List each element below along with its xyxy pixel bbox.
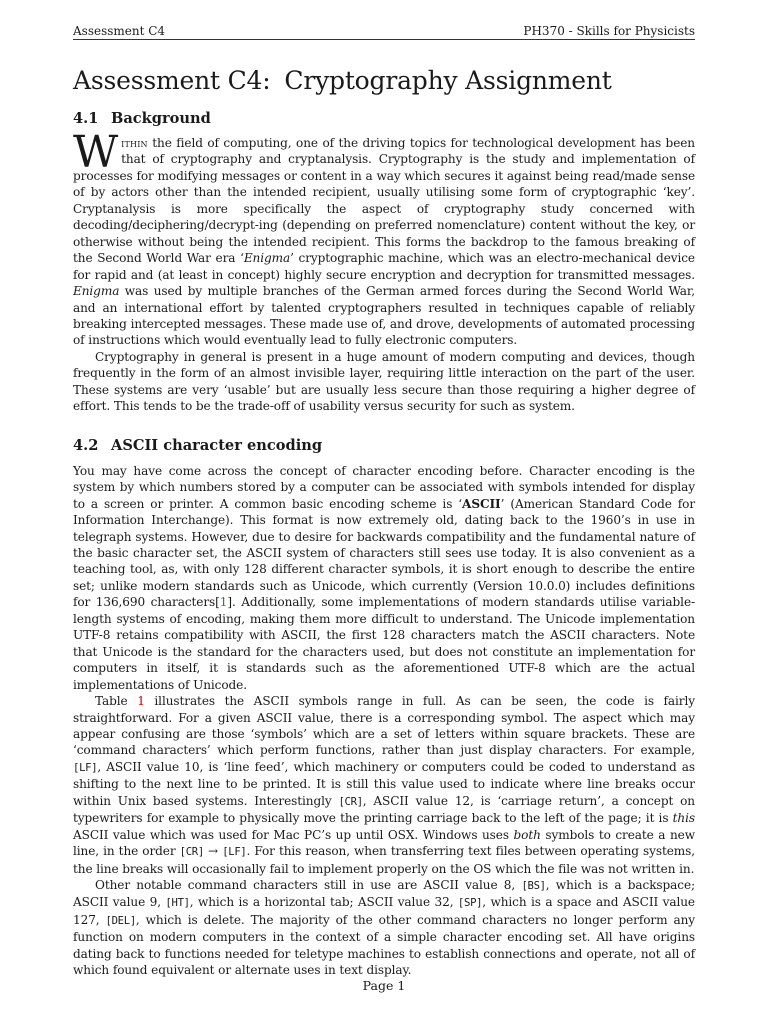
section-heading-ascii	[73, 436, 695, 456]
section-number: 4.1	[73, 110, 99, 127]
section-title: ASCII character encoding	[111, 436, 323, 454]
text-run: ’ cryptographic machine, which was an electro-mechanical device for rapid and (at least in concept) highly secure encryption and decryption for transmitted messages.	[73, 251, 695, 282]
page-footer	[0, 978, 768, 993]
code-lf: [LF]	[73, 761, 98, 774]
text-run: , which is delete. The majority of the other command characters no longer perform any function on modern computers in the context of a simple character encoding set. All have origins dating back to functions needed for teletype machines to establish connections and operate, not all of which found equivalent or alternate uses in text display.	[73, 912, 695, 978]
code-cr: [CR]	[338, 795, 363, 808]
text-run: , which is a backspace; ASCII value 9,	[73, 878, 695, 910]
text-run: , which is a horizontal tab; ASCII value 32,	[189, 895, 458, 910]
smallcaps-lead: ithin	[121, 136, 148, 150]
emphasis-enigma: Enigma	[73, 284, 120, 299]
header-right: PH370 - Skills for Physicists	[523, 24, 695, 38]
bold-ascii: ASCII	[462, 496, 501, 511]
background-paragraph-1	[73, 127, 695, 349]
main-content	[73, 63, 695, 979]
code-del: [DEL]	[105, 914, 136, 927]
text-run: , ASCII value 10, is ‘line feed’, which machinery or computers could be coded to understand as shifting to the next line to be printed. It is still this value used to indicate where line breaks occur within Unix based systems. Interestingly	[73, 759, 695, 808]
arrow-symbol: →	[203, 844, 223, 859]
page-title	[73, 63, 695, 103]
section-title: Background	[111, 110, 211, 127]
drop-cap: W	[73, 127, 119, 178]
emphasis-enigma: Enigma	[243, 251, 291, 266]
text-run: . For this reason, when transferring text files between operating systems, the line breaks will occasionally fail to implement properly on the OS which the file was not written in.	[73, 844, 695, 876]
text-run: ’ (American Standard Code for Information Interchange). This format is now extremely old, dating back to the 1960’s in use in telegraph systems. However, due to desire for backwards compatibility and the fundamental nature of the basic character set, the ASCII system of characters still sees use today. It is also convenient as a teaching tool, as, with only 128 different character symbols, it is short enough to describe the entire set; unlike modern standards such as Unicode, which currently (Version 10.0.0) includes definitions for 136,690 characters[	[73, 496, 695, 610]
text-run: the field of computing, one of the driving topics for technological development has been that of cryptography and cryptanalysis. Cryptography is the study and implementation of processes for modifying messages or content in a way which secures it against being read/made sense of by actors other than the intended recipient, usually utilising some form of cryptographic ‘key’. Cryptanalysis is more specifically the aspect of cryptography study concerned with decoding/deciphering/decrypt-ing (depending on preferred nomenclature) content without the key, or otherwise without being the intended recipient. This forms the backdrop to the famous breaking of the Second World War era ‘	[73, 136, 695, 266]
code-sp: [SP]	[457, 897, 483, 910]
text-run: ]. Additionally, some implementations of modern standards utilise variable-length systems of encoding, making them more difficult to understand. The Unicode implementation UTF-8 retains compatibility with ASCII, the first 128 characters match the ASCII characters. Note that Unicode is the standard for the characters used, but does not constitute an implementation for computers in itself, it is standards such as the aforementioned UTF-8 which are the actual implementations of Unicode.	[73, 595, 695, 692]
text-run: was used by multiple branches of the German armed forces during the Second World War, and an international effort by talented cryptographers resulted in techniques capable of reliably breaking intercepted messages. These made use of, and drove, developments of automated processing of instructions which would eventually lead to fully electronic computers.	[73, 284, 695, 348]
text-run: Other notable command characters still in use are ASCII value 8,	[95, 878, 522, 893]
header-left: Assessment C4	[73, 24, 166, 38]
code-ht: [HT]	[165, 897, 190, 910]
text-run: You may have come across the concept of character encoding before. Character encoding is the system by which numbers stored by a computer can be associated with symbols intended for display to a screen or printer. A common basic encoding scheme is ‘	[73, 463, 695, 511]
table-reference-link[interactable]: 1	[137, 694, 145, 709]
text-run: ASCII value which was used for Mac PC’s up until OSX. Windows uses	[73, 827, 514, 842]
text-run: , which is a space and ASCII value 127,	[73, 895, 695, 927]
title-prefix: Assessment C4:	[73, 66, 271, 95]
background-paragraph-2: Cryptography in general is present in a huge amount of modern computing and devices, though frequently in the form of an almost invisible layer, requiring little interaction on the part of the user. These systems are very ‘usable’ but are usually less secure than those requiring a higher degree of effort. This tends to be the trade-off of usability versus security for such as system.	[73, 349, 695, 414]
ascii-paragraph-3	[73, 877, 695, 979]
text-run: Table	[95, 694, 138, 709]
code-lf: [LF]	[222, 846, 247, 859]
ascii-paragraph-2	[73, 693, 695, 877]
citation-link[interactable]: 1	[219, 595, 228, 610]
title-main: Cryptography Assignment	[284, 66, 612, 95]
page-number: Page 1	[362, 978, 406, 993]
section-number: 4.2	[73, 436, 99, 454]
emphasis-this: this	[672, 811, 695, 826]
running-header	[73, 24, 695, 40]
emphasis-both: both	[513, 827, 541, 842]
ascii-paragraph-1	[73, 463, 695, 693]
text-run: symbols to create a new line, in the order	[73, 827, 695, 859]
section-heading-background	[73, 109, 695, 129]
code-cr: [CR]	[179, 846, 204, 859]
text-run: illustrates the ASCII symbols range in full. As can be seen, the code is fairly straightforward. For a given ASCII value, there is a corresponding symbol. The aspect which may appear confusing are those ‘symbols’ which are a set of letters within square brackets. These are ‘command characters’ which perform functions, rather than just display characters. For example,	[73, 694, 695, 758]
code-bs: [BS]	[521, 880, 546, 893]
text-run: , ASCII value 12, is ‘carriage return’, a concept on typewriters for example to physically move the printing carriage back to the left of the page; it is	[73, 793, 695, 826]
